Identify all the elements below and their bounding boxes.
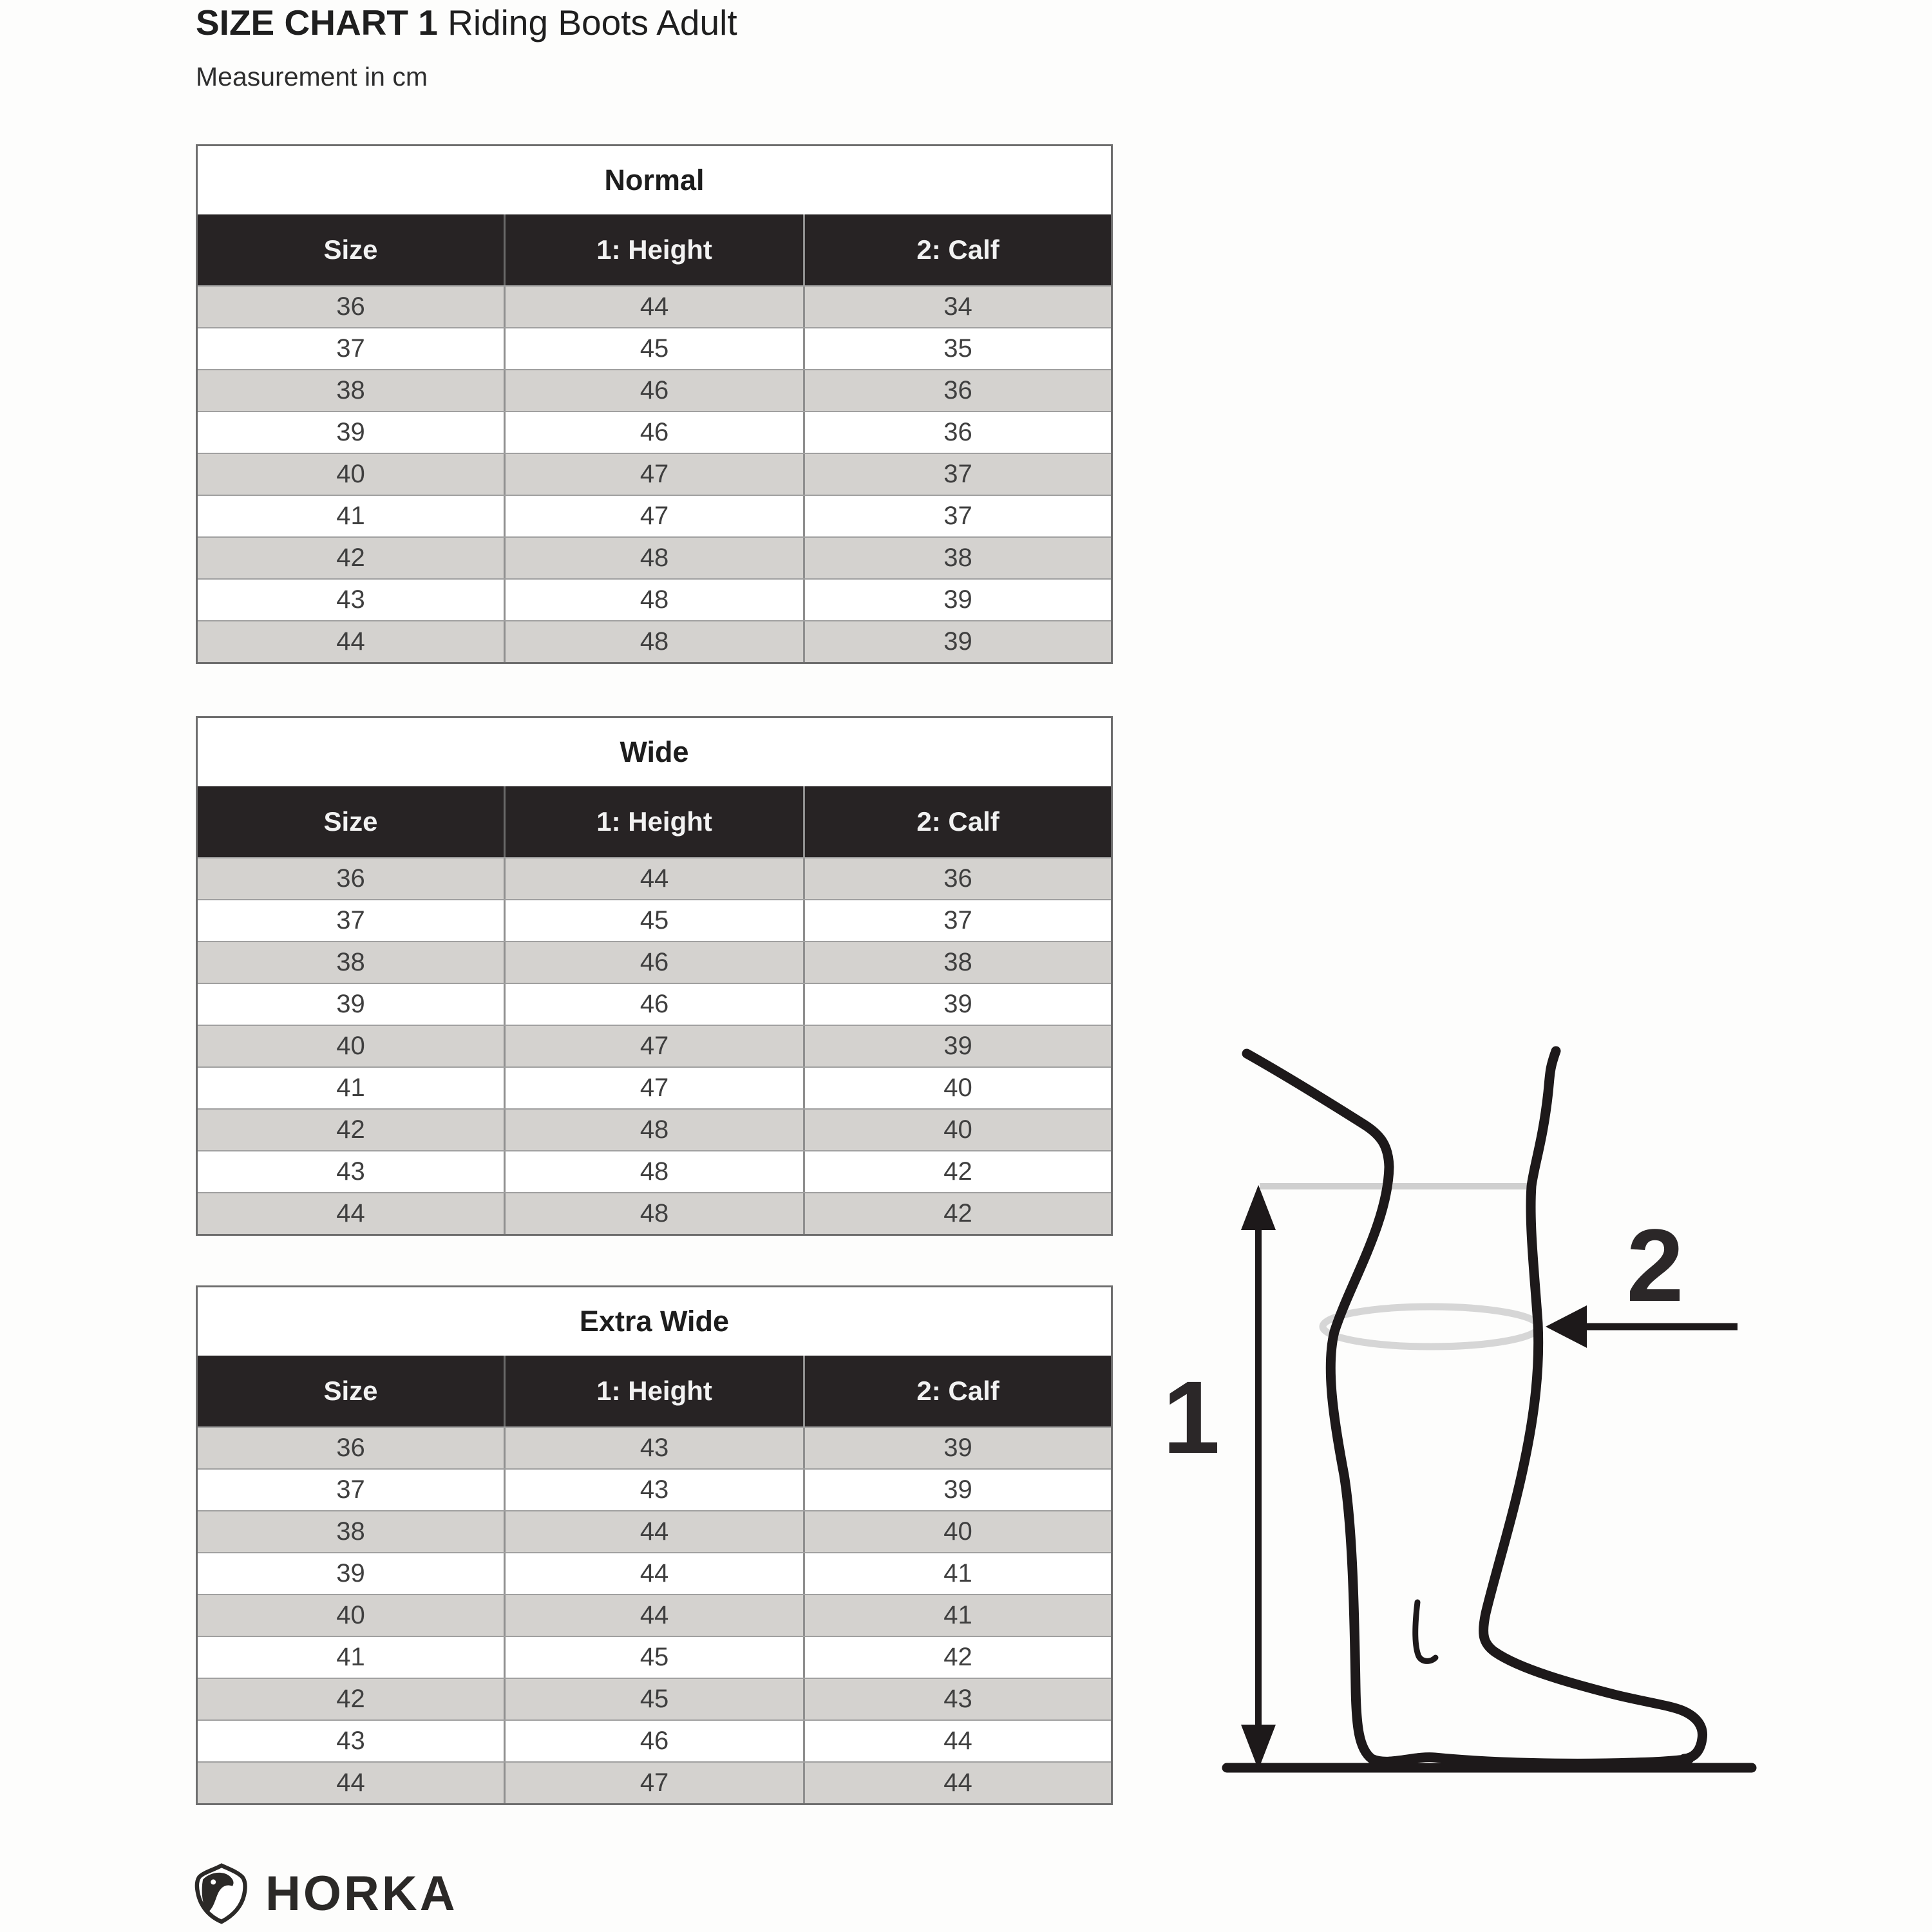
table-cell: 44 — [504, 1553, 803, 1594]
table-cell: 46 — [504, 412, 803, 453]
table-cell: 37 — [803, 900, 1111, 941]
table-cell: 45 — [504, 1679, 803, 1719]
table-title: Extra Wide — [198, 1287, 1111, 1356]
table-row — [198, 1510, 1111, 1552]
table-row — [198, 495, 1111, 536]
table-row — [198, 857, 1111, 899]
table-cell: 44 — [504, 858, 803, 899]
table-cell: 44 — [803, 1721, 1111, 1761]
table-cell: 44 — [336, 627, 365, 656]
brand-logo — [193, 1861, 458, 1926]
table-cell: 46 — [504, 1721, 803, 1761]
table-cell: 43 — [504, 1428, 803, 1468]
table-cell: 42 — [336, 1685, 365, 1713]
table-row — [198, 941, 1111, 983]
leg-back-and-sole-line — [1247, 1054, 1689, 1763]
table-cell: 34 — [803, 287, 1111, 327]
table-row — [198, 369, 1111, 411]
table-row — [198, 411, 1111, 453]
table-cell: 39 — [803, 580, 1111, 620]
table-row — [198, 1719, 1111, 1761]
table-cell: 37 — [336, 1475, 365, 1504]
table-cell: 47 — [504, 1068, 803, 1108]
ankle-mark — [1416, 1602, 1435, 1661]
table-cell: 47 — [504, 1026, 803, 1066]
table-cell: 42 — [803, 1151, 1111, 1192]
page-title — [196, 3, 737, 43]
table-cell: 39 — [336, 418, 365, 446]
table-cell: 38 — [803, 942, 1111, 983]
table-row — [198, 1761, 1111, 1803]
table-cell: 42 — [336, 1115, 365, 1144]
table-cell: 37 — [803, 496, 1111, 536]
table-cell: 37 — [336, 334, 365, 363]
table-cell: 36 — [336, 292, 365, 321]
table-cell: 44 — [803, 1763, 1111, 1803]
table-header-height: 1: Height — [504, 1356, 803, 1426]
table-header-size: Size — [323, 234, 378, 265]
table-header-row — [198, 214, 1111, 285]
table-cell: 38 — [336, 1517, 365, 1546]
table-cell: 48 — [504, 621, 803, 662]
table-cell: 40 — [803, 1511, 1111, 1552]
table-cell: 45 — [504, 1637, 803, 1678]
table-cell: 40 — [803, 1068, 1111, 1108]
table-row — [198, 1552, 1111, 1594]
table-cell: 36 — [803, 370, 1111, 411]
table-row — [198, 1066, 1111, 1108]
table-row — [198, 983, 1111, 1025]
table-cell: 48 — [504, 538, 803, 578]
table-cell: 38 — [336, 948, 365, 976]
table-row — [198, 1108, 1111, 1150]
table-cell: 40 — [336, 460, 365, 488]
size-table-extra-wide — [196, 1285, 1113, 1805]
height-arrow — [1241, 1185, 1276, 1770]
table-cell: 48 — [504, 1151, 803, 1192]
page-title-bold: SIZE CHART 1 — [196, 3, 438, 43]
table-row — [198, 285, 1111, 327]
table-cell: 41 — [336, 1074, 365, 1102]
table-cell: 40 — [336, 1032, 365, 1060]
leg-measurement-diagram — [1159, 1030, 1771, 1803]
height-measure-label: 1 — [1162, 1359, 1220, 1475]
table-cell: 47 — [504, 454, 803, 495]
table-cell: 44 — [504, 287, 803, 327]
size-table-wide — [196, 716, 1113, 1236]
table-cell: 40 — [803, 1110, 1111, 1150]
table-cell: 46 — [504, 984, 803, 1025]
table-cell: 44 — [336, 1199, 365, 1227]
table-cell: 43 — [336, 1157, 365, 1186]
table-row — [198, 1192, 1111, 1234]
table-cell: 46 — [504, 942, 803, 983]
table-header-size: Size — [323, 806, 378, 837]
table-cell: 36 — [803, 858, 1111, 899]
table-row — [198, 1150, 1111, 1192]
table-cell: 42 — [803, 1637, 1111, 1678]
table-cell: 48 — [504, 1110, 803, 1150]
horse-shield-icon — [193, 1861, 250, 1926]
table-header-height: 1: Height — [504, 214, 803, 285]
arrow-left-icon — [1546, 1305, 1587, 1348]
table-cell: 36 — [336, 1434, 365, 1462]
table-row — [198, 453, 1111, 495]
table-header-row — [198, 786, 1111, 857]
table-cell: 48 — [504, 580, 803, 620]
table-cell: 39 — [336, 1559, 365, 1587]
table-header-row — [198, 1356, 1111, 1426]
table-title: Normal — [198, 146, 1111, 214]
table-cell: 45 — [504, 900, 803, 941]
table-cell: 44 — [336, 1768, 365, 1797]
page-subtitle: Measurement in cm — [196, 62, 428, 91]
table-cell: 42 — [336, 544, 365, 572]
brand-name: HORKA — [265, 1866, 458, 1921]
table-cell: 48 — [504, 1193, 803, 1234]
table-row — [198, 1468, 1111, 1510]
table-row — [198, 620, 1111, 662]
table-row — [198, 1678, 1111, 1719]
table-header-calf: 2: Calf — [803, 214, 1111, 285]
table-row — [198, 536, 1111, 578]
table-cell: 43 — [336, 585, 365, 614]
table-cell: 43 — [803, 1679, 1111, 1719]
table-row — [198, 578, 1111, 620]
calf-measure-label: 2 — [1626, 1208, 1684, 1323]
table-cell: 39 — [336, 990, 365, 1018]
table-header-calf: 2: Calf — [803, 786, 1111, 857]
table-cell: 39 — [803, 984, 1111, 1025]
table-row — [198, 1025, 1111, 1066]
leg-front-and-foot-line — [1484, 1051, 1703, 1759]
size-table-normal — [196, 144, 1113, 664]
table-cell: 38 — [336, 376, 365, 404]
table-cell: 42 — [803, 1193, 1111, 1234]
table-title: Wide — [198, 718, 1111, 786]
table-cell: 46 — [504, 370, 803, 411]
table-cell: 43 — [336, 1727, 365, 1755]
table-cell: 39 — [803, 1026, 1111, 1066]
table-cell: 39 — [803, 1428, 1111, 1468]
table-row — [198, 899, 1111, 941]
arrow-up-icon — [1241, 1185, 1276, 1230]
table-cell: 37 — [336, 906, 365, 934]
table-cell: 47 — [504, 1763, 803, 1803]
table-cell: 47 — [504, 496, 803, 536]
table-cell: 39 — [803, 621, 1111, 662]
calf-circumference-ellipse — [1323, 1307, 1539, 1347]
table-header-calf: 2: Calf — [803, 1356, 1111, 1426]
table-cell: 41 — [803, 1595, 1111, 1636]
table-cell: 44 — [504, 1595, 803, 1636]
table-header-height: 1: Height — [504, 786, 803, 857]
table-cell: 45 — [504, 328, 803, 369]
table-cell: 41 — [336, 502, 365, 530]
leg-outline — [1247, 1051, 1703, 1763]
table-cell: 41 — [336, 1643, 365, 1671]
page-title-regular: Riding Boots Adult — [448, 3, 737, 43]
table-cell: 36 — [803, 412, 1111, 453]
table-header-size: Size — [323, 1376, 378, 1406]
table-row — [198, 1426, 1111, 1468]
table-cell: 40 — [336, 1601, 365, 1629]
table-row — [198, 1594, 1111, 1636]
table-cell: 35 — [803, 328, 1111, 369]
table-cell: 36 — [336, 864, 365, 893]
table-cell: 41 — [803, 1553, 1111, 1594]
table-cell: 38 — [803, 538, 1111, 578]
table-row — [198, 1636, 1111, 1678]
table-cell: 39 — [803, 1470, 1111, 1510]
table-cell: 37 — [803, 454, 1111, 495]
table-cell: 43 — [504, 1470, 803, 1510]
table-cell: 44 — [504, 1511, 803, 1552]
table-row — [198, 327, 1111, 369]
